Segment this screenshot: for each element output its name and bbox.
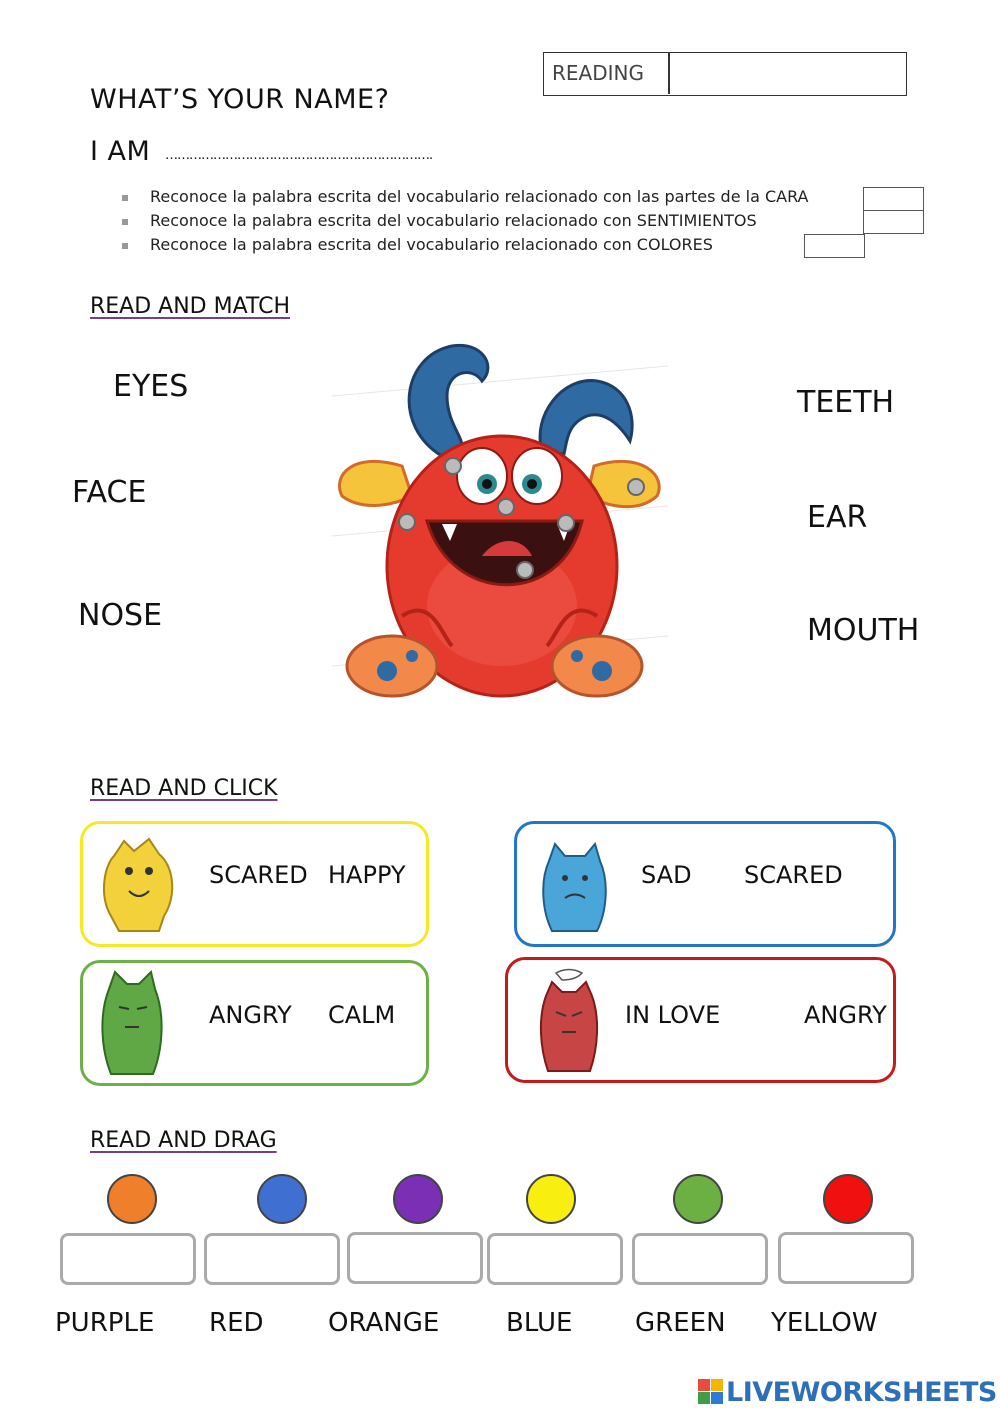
drop-box-5[interactable] xyxy=(632,1233,768,1285)
color-circle-yellow xyxy=(526,1174,576,1224)
word-teeth: TEETH xyxy=(797,385,895,420)
reading-grade-table xyxy=(543,52,907,96)
i-am-label: I AM xyxy=(90,136,151,167)
word-mouth: MOUTH xyxy=(807,613,920,648)
criterion-feelings: Reconoce la palabra escrita del vocabulario relacionado con SENTIMIENTOS xyxy=(150,211,757,230)
monster-illustration xyxy=(332,336,668,712)
yellow-monster-icon xyxy=(99,836,179,936)
drag-word-orange[interactable]: ORANGE xyxy=(328,1308,440,1338)
match-dot-nose[interactable] xyxy=(497,498,515,516)
option-scared[interactable]: SCARED xyxy=(209,861,308,889)
match-dot-teeth[interactable] xyxy=(557,514,575,532)
red-monster-icon xyxy=(536,968,602,1076)
green-monster-icon xyxy=(97,969,167,1079)
word-eyes: EYES xyxy=(113,369,189,404)
match-dot-mouth[interactable] xyxy=(516,561,534,579)
option-calm[interactable]: CALM xyxy=(328,1001,396,1029)
option-scared[interactable]: SCARED xyxy=(744,861,843,889)
criterion-feelings-box[interactable] xyxy=(863,210,924,234)
section-read-and-click: READ AND CLICK xyxy=(90,776,278,801)
match-dot-ear[interactable] xyxy=(627,478,645,496)
name-input-line[interactable]: …………………………………………………………. xyxy=(165,148,433,163)
section-read-and-drag: READ AND DRAG xyxy=(90,1128,277,1153)
drag-word-yellow[interactable]: YELLOW xyxy=(771,1308,878,1338)
color-circle-purple xyxy=(393,1174,443,1224)
word-ear: EAR xyxy=(807,500,868,535)
drag-word-blue[interactable]: BLUE xyxy=(506,1308,573,1338)
option-in-love[interactable]: IN LOVE xyxy=(625,1001,721,1029)
criterion-face-box[interactable] xyxy=(863,187,924,211)
match-dot-face[interactable] xyxy=(398,513,416,531)
name-question: WHAT’S YOUR NAME? xyxy=(90,84,390,115)
word-nose: NOSE xyxy=(78,598,163,633)
bullet-icon xyxy=(122,219,128,225)
option-happy[interactable]: HAPPY xyxy=(328,861,406,889)
option-angry[interactable]: ANGRY xyxy=(804,1001,887,1029)
option-sad[interactable]: SAD xyxy=(641,861,692,889)
feeling-card-yellow xyxy=(80,821,429,947)
drag-word-red[interactable]: RED xyxy=(209,1308,264,1338)
blue-monster-icon xyxy=(537,836,612,936)
feeling-card-red xyxy=(505,957,896,1083)
feeling-card-green xyxy=(80,960,429,1086)
liveworksheets-logo xyxy=(698,1376,997,1408)
color-circle-green xyxy=(673,1174,723,1224)
section-read-and-match: READ AND MATCH xyxy=(90,294,290,319)
color-circle-blue xyxy=(257,1174,307,1224)
drag-word-purple[interactable]: PURPLE xyxy=(55,1308,155,1338)
liveworksheets-logo-icon xyxy=(698,1379,724,1405)
criterion-colors: Reconoce la palabra escrita del vocabulario relacionado con COLORES xyxy=(150,235,713,254)
drop-box-3[interactable] xyxy=(347,1232,483,1284)
drag-word-green[interactable]: GREEN xyxy=(635,1308,726,1338)
drop-box-6[interactable] xyxy=(778,1232,914,1284)
bullet-icon xyxy=(122,243,128,249)
color-circle-orange xyxy=(107,1174,157,1224)
reading-grade-field[interactable] xyxy=(670,53,905,94)
criterion-face: Reconoce la palabra escrita del vocabulario relacionado con las partes de la CARA xyxy=(150,187,809,206)
bullet-icon xyxy=(122,195,128,201)
color-circle-red xyxy=(823,1174,873,1224)
criterion-colors-box[interactable] xyxy=(804,234,865,258)
drop-box-1[interactable] xyxy=(60,1233,196,1285)
logo-text: LIVEWORKSHEETS xyxy=(726,1376,997,1408)
word-face: FACE xyxy=(72,475,147,510)
match-dot-eyes[interactable] xyxy=(444,457,462,475)
feeling-card-blue xyxy=(514,821,896,947)
drop-box-2[interactable] xyxy=(204,1233,340,1285)
reading-label: READING xyxy=(552,61,644,85)
drop-box-4[interactable] xyxy=(487,1233,623,1285)
option-angry[interactable]: ANGRY xyxy=(209,1001,292,1029)
